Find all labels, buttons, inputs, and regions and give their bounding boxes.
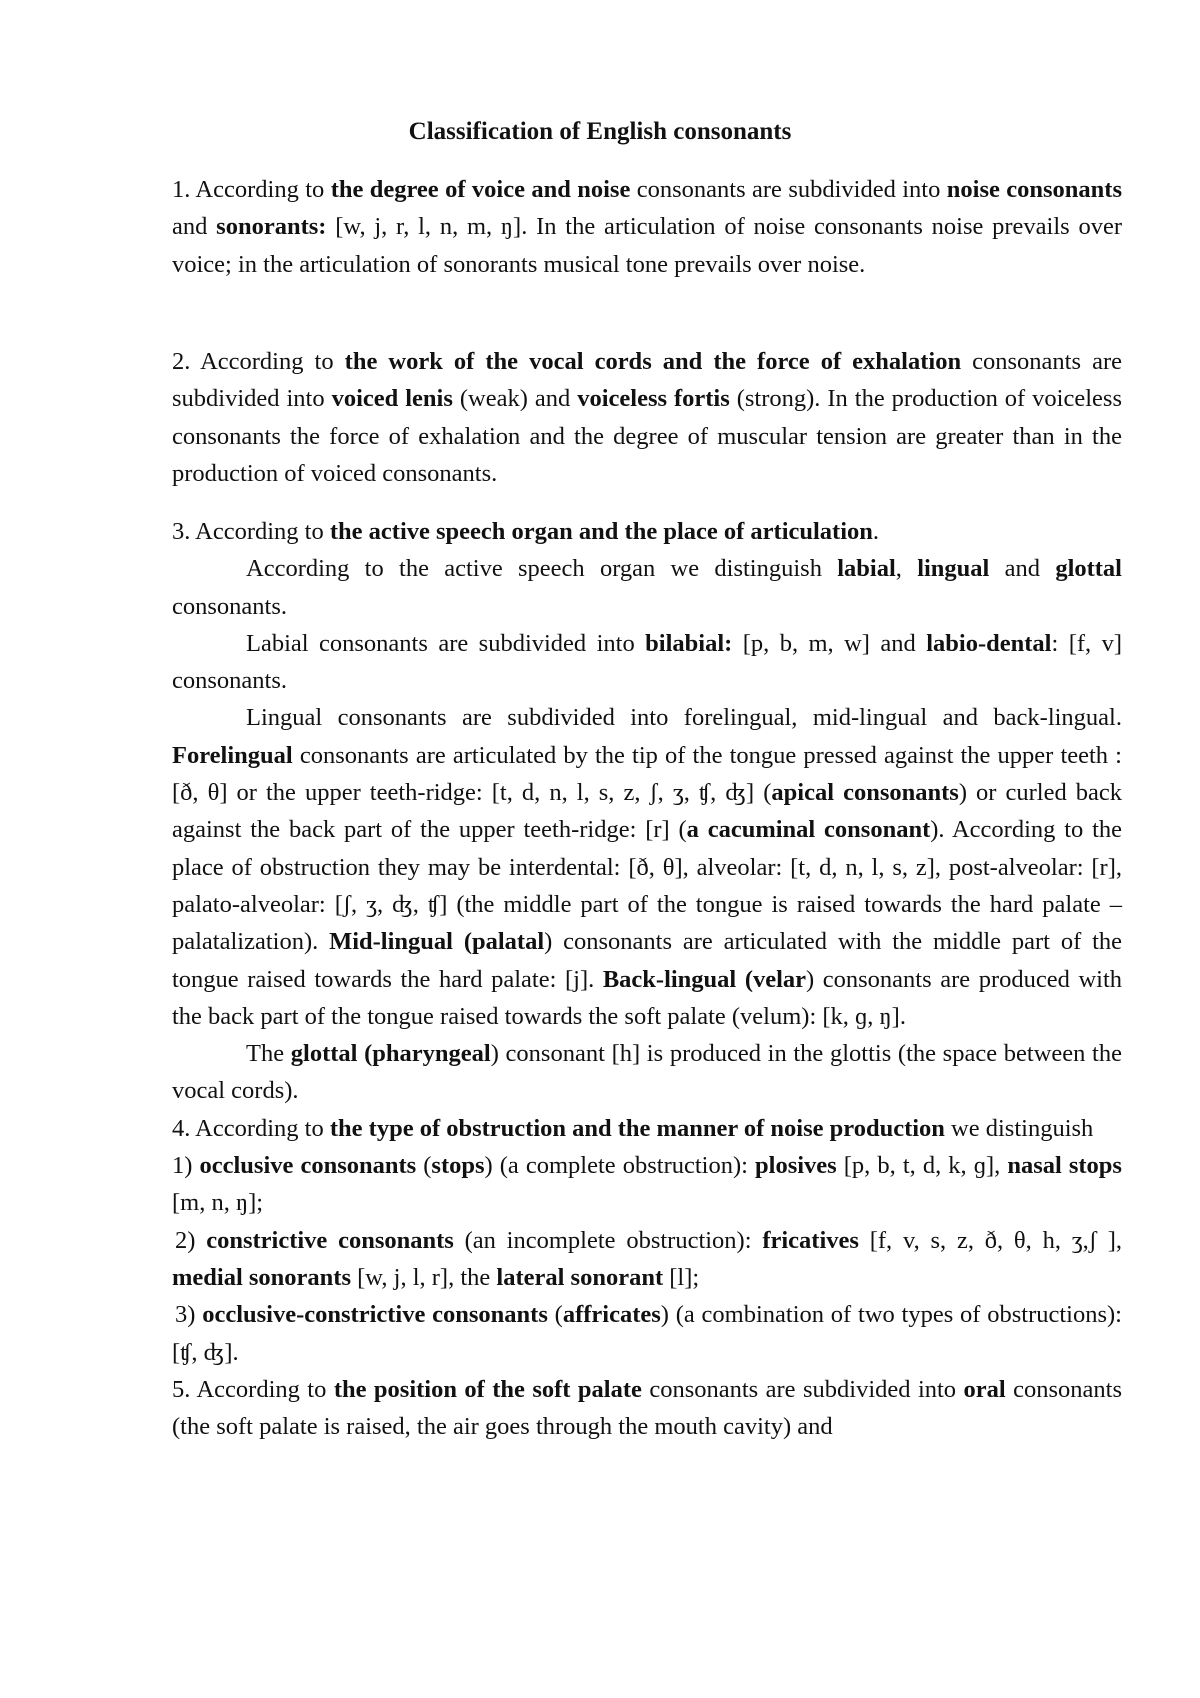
bold-term: medial sonorants [172, 1263, 352, 1291]
bold-term: voiced lenis [331, 385, 453, 413]
text-run: ( [547, 1301, 563, 1329]
text-run: ) consonants are produced with the back part of the tongue raised towards the soft palate (velum): [k, ɡ, ŋ]. [172, 965, 1122, 1030]
text-run: ) or curled back against the back part of the upper teeth-ridge: [r] ( [172, 779, 1123, 844]
text-run: [m, n, ŋ]; [172, 1189, 264, 1217]
text-run: [f, v, s, z, ð, θ, h, ʒ,ʃ ], [858, 1226, 1122, 1254]
bold-term: stops [431, 1152, 485, 1180]
paragraph [172, 550, 1122, 625]
text-run: consonants (the soft palate is raised, the air goes through the mouth cavity) and [172, 1375, 1123, 1441]
text-run: The [246, 1040, 291, 1068]
section-vocal-cords [172, 343, 1122, 492]
text-run: ( [416, 1152, 432, 1180]
text-run: According to the active speech organ we distinguish [246, 555, 838, 583]
text-run: and [172, 213, 217, 241]
paragraph [172, 1222, 1122, 1297]
bold-term: Forelingual [172, 741, 293, 769]
bold-term: the position of the soft palate [333, 1375, 642, 1403]
bold-term: Back-lingual (velar [602, 965, 807, 993]
bold-term: occlusive-constrictive consonants [202, 1301, 548, 1329]
bold-term: the degree of voice and noise [330, 176, 631, 203]
paragraph [172, 513, 1122, 550]
text-run: [p, b, m, w] and [732, 629, 927, 657]
bold-term: glottal (pharyngeal [290, 1040, 491, 1068]
page-title: Classification of English consonants [408, 118, 792, 145]
bold-term: labio-dental [926, 629, 1052, 657]
text-run: . [872, 518, 880, 545]
text-run: ) consonant [h] is produced in the glottis (the space between the vocal cords). [172, 1040, 1122, 1105]
text-run: and [989, 555, 1056, 583]
paragraph [172, 1296, 1122, 1371]
paragraph [172, 699, 1122, 1035]
text-run: [p, b, t, d, k, ɡ], [836, 1152, 1008, 1180]
text-run: 1. According to [172, 176, 331, 203]
text-run: 2) [175, 1226, 207, 1254]
bold-term: the active speech organ and the place of articulation [329, 518, 873, 545]
text-run: consonants are subdivided into [630, 176, 947, 203]
text-run: Lingual consonants are subdivided into forelingual, mid-lingual and back-lingual. [246, 704, 1122, 732]
section-voice-and-noise [172, 171, 1122, 283]
bold-term: noise consonants [946, 176, 1122, 203]
bold-term: fricatives [762, 1226, 859, 1254]
text-run: Labial consonants are subdivided into [246, 629, 646, 657]
text-run: consonants are subdivided into [641, 1375, 964, 1403]
text-run: 1) [172, 1152, 200, 1180]
text-run: we distinguish [944, 1114, 1094, 1142]
text-run: ) (a complete obstruction): [484, 1152, 756, 1180]
text-run: (an incomplete obstruction): [453, 1226, 763, 1254]
text-run: 2. According to [172, 348, 345, 375]
bold-term: nasal stops [1007, 1152, 1122, 1180]
text-run: 3. According to [172, 518, 330, 545]
text-run: [w, j, l, r], the [351, 1263, 497, 1291]
text-run: [w, j, r, l, n, m, ŋ]. In the articulation of noise consonants noise prevails over voice; in the articulation of sonorants musical tone prevails over noise. [172, 213, 1122, 278]
bold-term: lateral sonorant [496, 1263, 664, 1291]
bold-term: occlusive consonants [199, 1152, 417, 1180]
bold-term: the type of obstruction and the manner of noise production [329, 1114, 945, 1142]
bold-term: Mid-lingual (palatal [329, 928, 545, 956]
paragraph [172, 1371, 1122, 1446]
bold-term: labial [837, 555, 896, 583]
bold-term: the work of the vocal cords and the force of exhalation [344, 348, 962, 375]
text-run: 3) [175, 1301, 203, 1329]
text-run: ) (a combination of two types of obstructions): [ʧ, ʤ]. [172, 1301, 1122, 1366]
bold-term: voiceless fortis [577, 385, 730, 413]
paragraph [172, 343, 1122, 492]
bold-term: affricates [562, 1301, 661, 1329]
text-run: ) consonants are articulated with the middle part of the tongue raised towards the hard palate: [j]. [172, 928, 1122, 993]
text-run: consonants are articulated by the tip of the tongue pressed against the upper teeth :[ð, θ] or the upper teeth-ridge: [t, d, n, l, s, z, ʃ, ʒ, ʧ, ʤ] ( [172, 741, 1122, 807]
text-run: 5. According to [172, 1375, 334, 1403]
text-run: consonants are subdivided into [172, 348, 1122, 413]
bold-term: bilabial: [645, 629, 733, 657]
text-run: (strong). In the production of voiceless consonants the force of exhalation and the degree of muscular tension are greater than in the production of voiced consonants. [172, 385, 1122, 487]
paragraph [172, 1110, 1122, 1147]
text-run: ). According to the place of obstruction they may be interdental: [ð, θ], alveolar: [t, d, n, l, s, z], post-alveolar: [r], palato-alveolar: [ʃ, ʒ, ʤ, ʧ] (the middle part of the tongue is raised towards the hard palate – palatalization). [172, 816, 1123, 956]
paragraph [172, 171, 1122, 283]
text-run: : [f, v] consonants. [172, 629, 1122, 695]
paragraph [172, 1035, 1122, 1110]
bold-term: plosives [755, 1152, 837, 1180]
bold-term: a cacuminal consonant [686, 816, 931, 844]
section-place-and-manner [172, 513, 1122, 1445]
text-run: , [895, 555, 918, 583]
text-run: (weak) and [452, 385, 578, 413]
paragraph [172, 625, 1122, 700]
bold-term: oral [963, 1375, 1006, 1403]
bold-term: apical consonants [771, 779, 959, 807]
bold-term: lingual [917, 555, 990, 583]
bold-term: sonorants: [216, 213, 327, 241]
paragraph [172, 1147, 1122, 1222]
text-run: consonants. [172, 592, 287, 620]
bold-term: glottal [1055, 555, 1122, 583]
text-run: 4. According to [172, 1114, 330, 1142]
text-run: [l]; [663, 1263, 700, 1291]
bold-term: constrictive consonants [206, 1226, 454, 1254]
